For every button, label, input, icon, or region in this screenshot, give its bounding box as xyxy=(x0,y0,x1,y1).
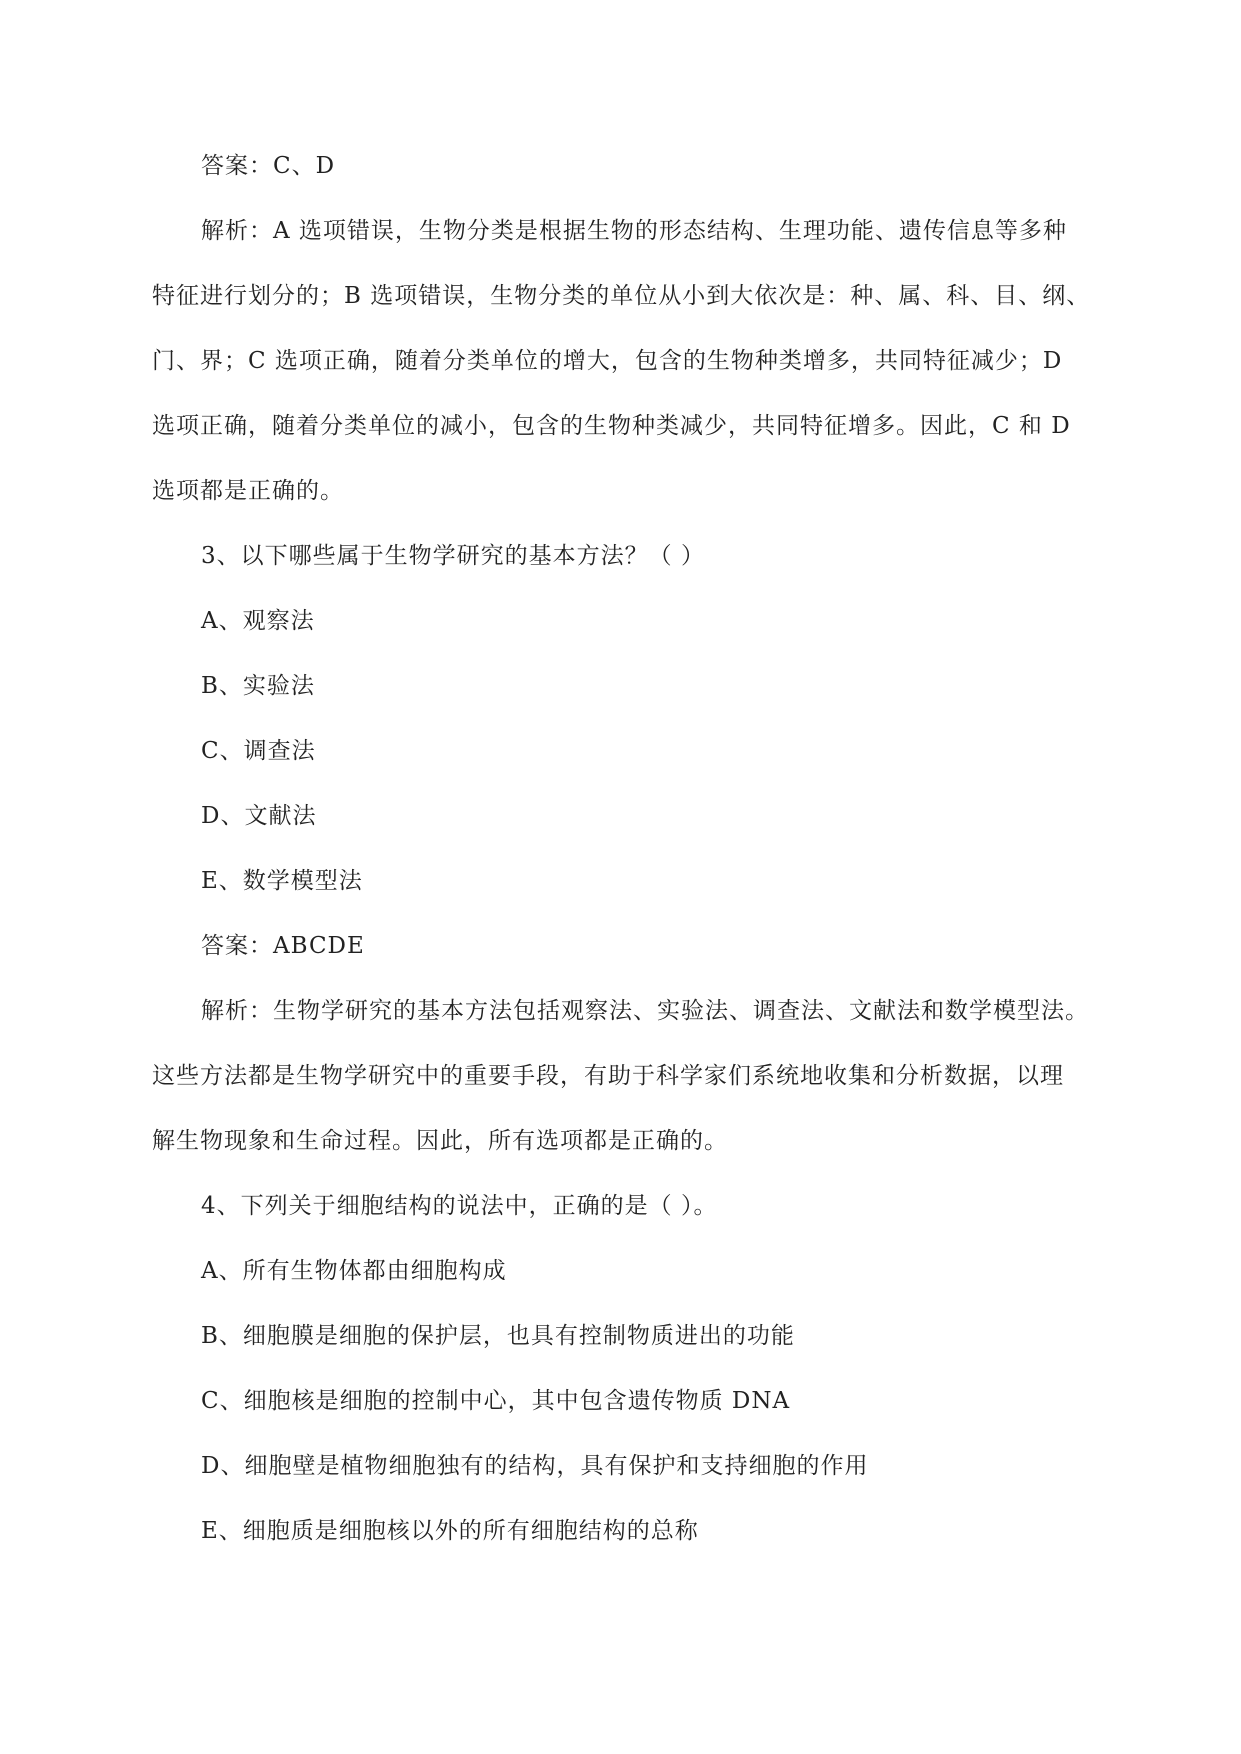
q2-analysis-line-5: 选项都是正确的。 xyxy=(152,478,344,504)
q3-option-a: A、观察法 xyxy=(201,608,315,634)
q3-option-c: C、调查法 xyxy=(201,738,316,764)
q3-answer: 答案：ABCDE xyxy=(201,933,365,959)
q4-option-b: B、细胞膜是细胞的保护层，也具有控制物质进出的功能 xyxy=(201,1323,795,1349)
q2-analysis-line-1: 解析：A 选项错误，生物分类是根据生物的形态结构、生理功能、遗传信息等多种 xyxy=(201,218,1067,244)
q3-analysis-line-2: 这些方法都是生物学研究中的重要手段，有助于科学家们系统地收集和分析数据，以理 xyxy=(152,1063,1064,1089)
q2-analysis-line-4: 选项正确，随着分类单位的减小，包含的生物种类减少，共同特征增多。因此，C 和 D xyxy=(152,413,1071,439)
q4-option-e: E、细胞质是细胞核以外的所有细胞结构的总称 xyxy=(201,1518,699,1544)
q3-question: 3、以下哪些属于生物学研究的基本方法？（ ） xyxy=(201,543,705,569)
q4-option-a: A、所有生物体都由细胞构成 xyxy=(201,1258,507,1284)
q4-option-c: C、细胞核是细胞的控制中心，其中包含遗传物质 DNA xyxy=(201,1388,791,1414)
q4-question: 4、下列关于细胞结构的说法中，正确的是（ ）。 xyxy=(201,1193,718,1219)
q4-option-d: D、细胞壁是植物细胞独有的结构，具有保护和支持细胞的作用 xyxy=(201,1453,869,1479)
q3-analysis-line-1: 解析：生物学研究的基本方法包括观察法、实验法、调查法、文献法和数学模型法。 xyxy=(201,998,1089,1024)
q3-option-e: E、数学模型法 xyxy=(201,868,363,894)
q2-analysis-line-3: 门、界；C 选项正确，随着分类单位的增大，包含的生物种类增多，共同特征减少；D xyxy=(152,348,1063,374)
q2-answer: 答案：C、D xyxy=(201,153,336,179)
q2-analysis-line-2: 特征进行划分的；B 选项错误，生物分类的单位从小到大依次是：种、属、科、目、纲、 xyxy=(152,283,1091,309)
q3-option-d: D、文献法 xyxy=(201,803,317,829)
q3-option-b: B、实验法 xyxy=(201,673,315,699)
q3-analysis-line-3: 解生物现象和生命过程。因此，所有选项都是正确的。 xyxy=(152,1128,728,1154)
